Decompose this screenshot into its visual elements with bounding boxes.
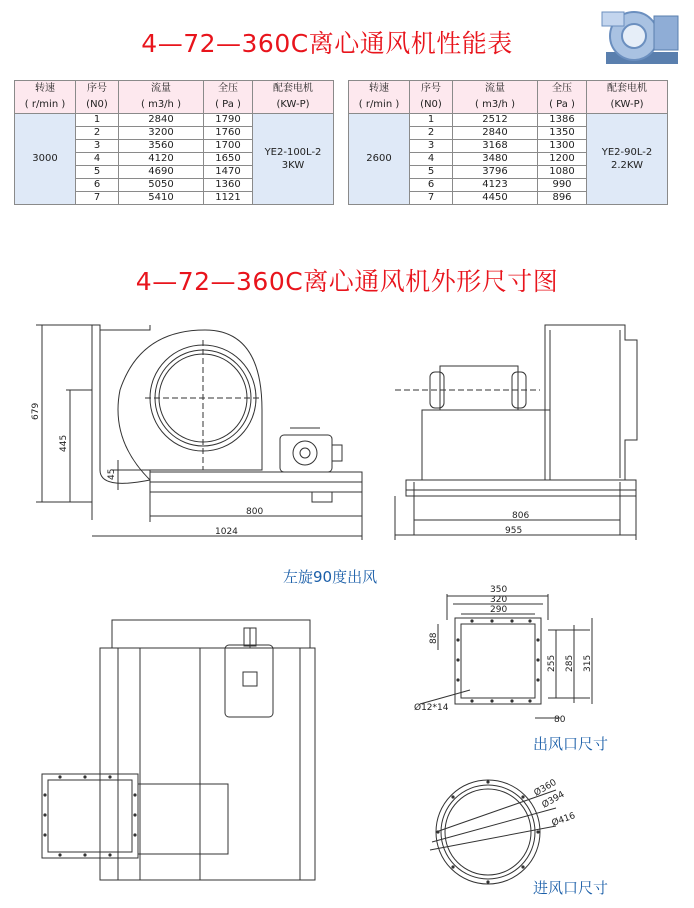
table-cell: 990	[538, 179, 587, 192]
table-cell: 1700	[204, 140, 253, 153]
header-pressure: 全压 ( Pa )	[204, 81, 253, 114]
table-cell: 1200	[538, 153, 587, 166]
table-cell: 1080	[538, 166, 587, 179]
performance-title: 4—72—360C离心通风机性能表	[141, 29, 513, 58]
dim-d360: Ø360	[532, 777, 559, 799]
table-cell: 5	[76, 166, 119, 179]
table-cell: 1790	[204, 114, 253, 127]
dim-80: 80	[554, 715, 566, 725]
table-cell: 3168	[453, 140, 538, 153]
table-cell: 3560	[119, 140, 204, 153]
table-cell: 1350	[538, 127, 587, 140]
table-cell: 4690	[119, 166, 204, 179]
table-cell: 6	[410, 179, 453, 192]
motor-cell: YE2-100L-2 3KW	[253, 114, 334, 205]
header-speed: 转速 ( r/min )	[349, 81, 410, 114]
header-no: 序号 (N0)	[76, 81, 119, 114]
table-cell: 4120	[119, 153, 204, 166]
header-speed: 转速 ( r/min )	[15, 81, 76, 114]
table-cell: 2840	[453, 127, 538, 140]
dim-d416: Ø416	[550, 811, 577, 829]
dim-285: 285	[565, 654, 575, 672]
table-cell: 4	[410, 153, 453, 166]
dim-88: 88	[429, 632, 439, 644]
dim-679: 679	[31, 402, 41, 420]
dim-45: 45	[107, 468, 117, 480]
table-cell: 7	[76, 192, 119, 205]
table-cell: 5050	[119, 179, 204, 192]
table-cell: 1360	[204, 179, 253, 192]
table-cell: 3	[410, 140, 453, 153]
table-cell: 3480	[453, 153, 538, 166]
table-cell: 1386	[538, 114, 587, 127]
dim-800: 800	[246, 507, 264, 517]
table-cell: 5	[410, 166, 453, 179]
dim-290: 290	[490, 605, 508, 615]
inlet-caption: 进风口尺寸	[533, 879, 609, 897]
dim-445: 445	[59, 434, 69, 452]
table-cell: 2	[410, 127, 453, 140]
dim-806: 806	[512, 511, 530, 521]
table-cell: 1300	[538, 140, 587, 153]
front-view-drawing	[36, 325, 362, 540]
table-cell: 1	[410, 114, 453, 127]
dim-255: 255	[547, 654, 557, 672]
outlet-caption: 出风口尺寸	[533, 735, 609, 753]
side-view-drawing	[395, 325, 637, 540]
table-cell: 1650	[204, 153, 253, 166]
table-cell: 5410	[119, 192, 204, 205]
table-cell: 3	[76, 140, 119, 153]
plan-view-drawing	[42, 620, 315, 880]
table-cell: 896	[538, 192, 587, 205]
table-cell: 2	[76, 127, 119, 140]
table-cell: 1	[76, 114, 119, 127]
motor-cell: YE2-90L-2 2.2KW	[587, 114, 668, 205]
header-pressure: 全压 ( Pa )	[538, 81, 587, 114]
table-cell: 1121	[204, 192, 253, 205]
header-flow: 流量 ( m3/h )	[453, 81, 538, 114]
table-cell: 4450	[453, 192, 538, 205]
header-no: 序号 (N0)	[410, 81, 453, 114]
table-cell: 4123	[453, 179, 538, 192]
dim-955: 955	[505, 526, 523, 536]
table-cell: 2512	[453, 114, 538, 127]
dim-320: 320	[490, 595, 508, 605]
header-motor: 配套电机 (KW-P)	[587, 81, 668, 114]
dim-315: 315	[583, 654, 593, 672]
table-cell: 3796	[453, 166, 538, 179]
table-cell: 7	[410, 192, 453, 205]
speed-cell: 3000	[15, 114, 76, 205]
table-cell: 6	[76, 179, 119, 192]
table-cell: 3200	[119, 127, 204, 140]
header-motor: 配套电机 (KW-P)	[253, 81, 334, 114]
dim-hole: Ø12*14	[414, 703, 449, 713]
table-cell: 2840	[119, 114, 204, 127]
table-cell: 1760	[204, 127, 253, 140]
table-cell: 1470	[204, 166, 253, 179]
dim-1024: 1024	[215, 527, 238, 537]
speed-cell: 2600	[349, 114, 410, 205]
table-cell: 4	[76, 153, 119, 166]
dim-d394: Ø394	[540, 789, 567, 811]
header-flow: 流量 ( m3/h )	[119, 81, 204, 114]
dim-350: 350	[490, 585, 508, 595]
dimension-title: 4—72—360C离心通风机外形尺寸图	[135, 267, 559, 296]
rotation-caption: 左旋90度出风	[283, 568, 378, 586]
